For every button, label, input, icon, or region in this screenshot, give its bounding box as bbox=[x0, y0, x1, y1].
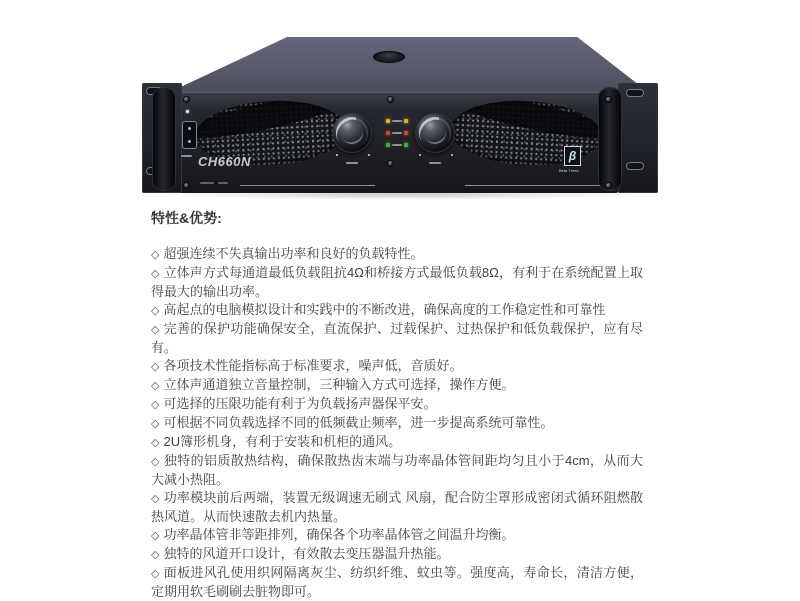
feature-text: 可选择的压限功能有利于为负载扬声器保平安。 bbox=[163, 396, 437, 411]
volume-knob-ch1 bbox=[332, 113, 372, 153]
knob1-label bbox=[346, 162, 358, 164]
feature-item bbox=[151, 564, 643, 601]
brand-caption: Beta Three bbox=[559, 168, 579, 173]
diamond-bullet-icon: ◇ bbox=[151, 549, 160, 561]
feature-item bbox=[151, 526, 643, 545]
screw-bottom-center bbox=[388, 161, 393, 166]
power-switch-mark-on bbox=[188, 127, 191, 130]
feature-item bbox=[151, 489, 643, 526]
features-section bbox=[151, 208, 643, 601]
feature-item bbox=[151, 395, 643, 414]
knob1-tick-min bbox=[336, 154, 338, 156]
feature-item bbox=[151, 414, 643, 433]
signal-led-ch1 bbox=[386, 143, 390, 147]
protect-led-ch1 bbox=[386, 131, 390, 135]
diamond-bullet-icon: ◇ bbox=[151, 493, 160, 505]
led-row2-label bbox=[392, 132, 402, 134]
diamond-bullet-icon: ◇ bbox=[151, 361, 160, 373]
feature-item bbox=[151, 357, 643, 376]
screw-top-center bbox=[388, 97, 393, 102]
feature-text: 立体声方式每通道最低负载阻抗4Ω和桥接方式最低负载8Ω，有利于在系统配置上取得最大的输出功率。 bbox=[151, 265, 643, 299]
feature-text: 面板进风孔使用织网隔离灰尘、纺织纤维、蚊虫等。强度高，寿命长，清洁方便，定期用软毛刷刷去脏物即可。 bbox=[151, 565, 643, 599]
signal-led-ch2 bbox=[404, 143, 408, 147]
power-switch-mark-off bbox=[188, 140, 191, 143]
diamond-bullet-icon: ◇ bbox=[151, 380, 160, 392]
diamond-bullet-icon: ◇ bbox=[151, 305, 160, 317]
feature-text: 独特的铝质散热结构，确保散热齿末端与功率晶体管间距均匀且小于4cm，从而大大减小热阻。 bbox=[151, 453, 644, 487]
screw-bottom-right bbox=[606, 183, 611, 188]
diamond-bullet-icon: ◇ bbox=[151, 530, 160, 542]
diamond-bullet-icon: ◇ bbox=[151, 418, 160, 430]
knob2-label bbox=[429, 162, 441, 164]
power-switch bbox=[182, 121, 197, 149]
power-label bbox=[181, 155, 192, 157]
feature-item bbox=[151, 301, 643, 320]
feature-text: 2U簿形机身，有利于安装和机柜的通风。 bbox=[163, 434, 402, 449]
diamond-bullet-icon: ◇ bbox=[151, 456, 160, 468]
led-row1-label bbox=[392, 120, 402, 122]
handle-right bbox=[599, 88, 621, 190]
feature-text: 超强连续不失真输出功率和良好的负载特性。 bbox=[163, 246, 424, 261]
feature-text: 可根据不同负载选择不同的低频截止频率，进一步提高系统可靠性。 bbox=[163, 415, 554, 430]
trim-line-right bbox=[465, 185, 600, 186]
brand-logo: β bbox=[564, 146, 581, 166]
led-row3-label bbox=[392, 144, 402, 146]
amplifier-photo bbox=[140, 15, 660, 200]
model-subtext-2 bbox=[218, 182, 228, 184]
knob2-tick-min bbox=[419, 154, 421, 156]
feature-item bbox=[151, 376, 643, 395]
screw-top-left bbox=[184, 97, 189, 102]
screw-top-right bbox=[606, 97, 611, 102]
amp-top-panel bbox=[170, 37, 648, 92]
feature-text: 立体声通道独立音量控制，三种输入方式可选择，操作方便。 bbox=[163, 377, 515, 392]
feature-text: 功率晶体管非等距排列，确保各个功率晶体管之间温升均衡。 bbox=[163, 527, 515, 542]
handle-left bbox=[153, 88, 175, 190]
rack-slot-top-right bbox=[626, 89, 644, 97]
feature-item bbox=[151, 320, 643, 357]
model-subtext bbox=[200, 182, 214, 184]
feature-text: 高起点的电脑模拟设计和实践中的不断改进，确保高度的工作稳定性和可靠性 bbox=[163, 302, 606, 317]
feature-text: 功率模块前后两端，装置无级调速无刷式 风扇，配合防尘罩形成密闭式循环阻燃散热风道。从而快速散去机内热量。 bbox=[151, 490, 643, 524]
feature-item bbox=[151, 545, 643, 564]
rack-ear-right bbox=[618, 83, 658, 193]
feature-item bbox=[151, 245, 643, 264]
protect-led-ch2 bbox=[404, 131, 408, 135]
diamond-bullet-icon: ◇ bbox=[151, 324, 160, 336]
feature-item bbox=[151, 452, 643, 489]
diamond-bullet-icon: ◇ bbox=[151, 568, 160, 580]
model-label: CH660N bbox=[198, 154, 251, 169]
screw-bottom-left bbox=[184, 183, 189, 188]
clip-led-ch2 bbox=[404, 119, 408, 123]
clip-led-ch1 bbox=[386, 119, 390, 123]
feature-text: 完善的保护功能确保安全，直流保护、过载保护、过热保护和低负载保护，应有尽有。 bbox=[151, 321, 643, 355]
knob2-tick-max bbox=[451, 154, 453, 156]
amp-shadow bbox=[154, 191, 646, 200]
diamond-bullet-icon: ◇ bbox=[151, 268, 160, 280]
diamond-bullet-icon: ◇ bbox=[151, 249, 160, 261]
features-heading: 特性&优势: bbox=[151, 210, 222, 226]
knob1-tick-max bbox=[368, 154, 370, 156]
volume-knob-ch2 bbox=[415, 113, 455, 153]
feature-item bbox=[151, 264, 643, 301]
amp-top-handle-hole bbox=[373, 51, 405, 63]
feature-text: 各项技术性能指标高于标准要求，噪声低，音质好。 bbox=[163, 358, 463, 373]
diamond-bullet-icon: ◇ bbox=[151, 399, 160, 411]
trim-line-left bbox=[240, 185, 375, 186]
rack-slot-bottom-right bbox=[626, 162, 644, 170]
power-led bbox=[186, 110, 189, 113]
feature-text: 独特的风道开口设计，有效散去变压器温升热能。 bbox=[163, 546, 450, 561]
feature-item bbox=[151, 433, 643, 452]
diamond-bullet-icon: ◇ bbox=[151, 437, 160, 449]
